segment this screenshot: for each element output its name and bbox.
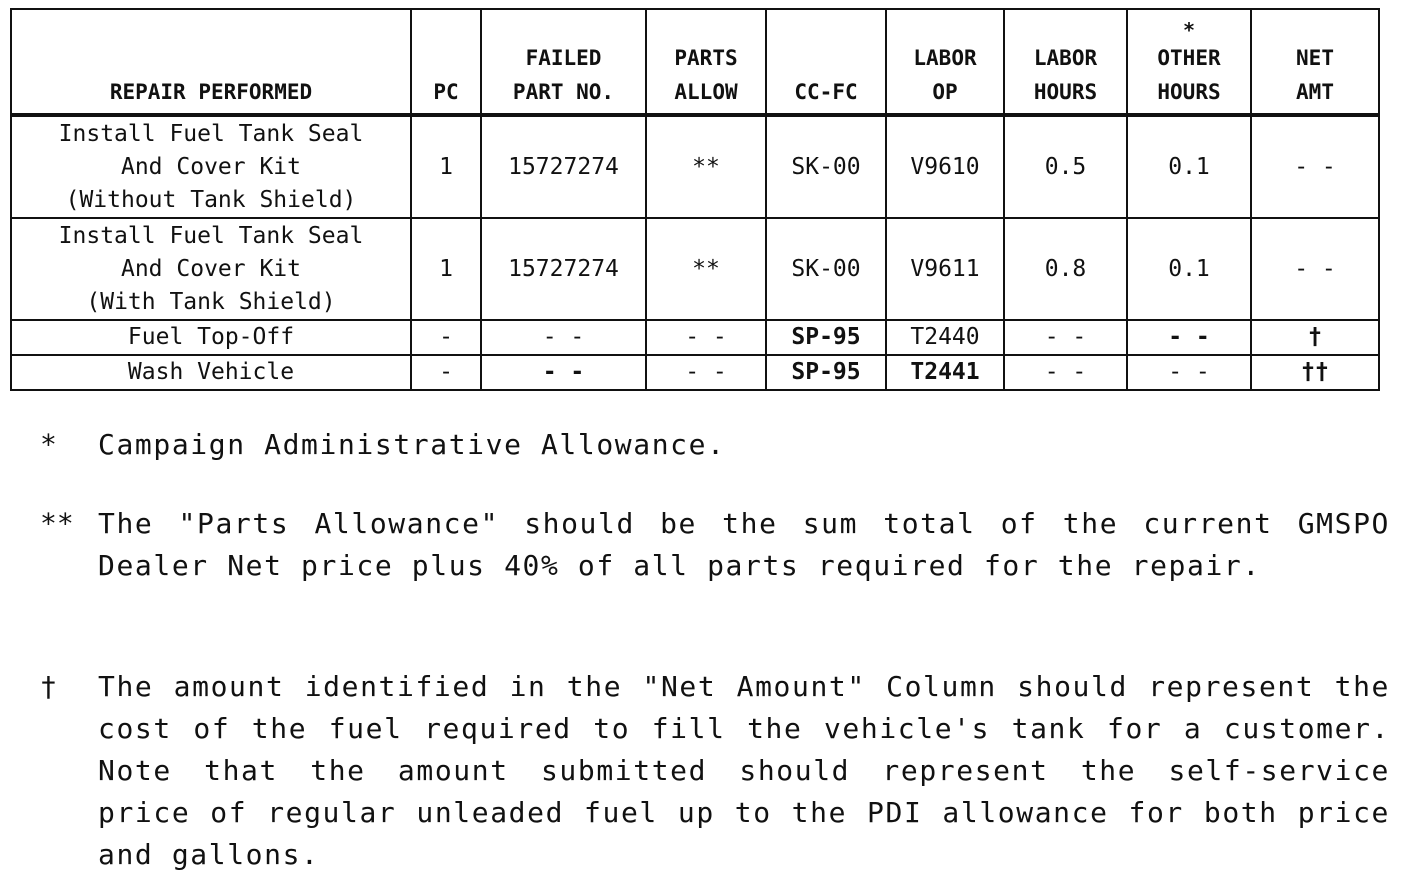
table-row bbox=[11, 355, 1379, 390]
cell-parts-allow: ** bbox=[646, 115, 766, 218]
header-parts-allow: PARTS ALLOW bbox=[646, 9, 766, 115]
table-row bbox=[11, 115, 1379, 218]
cell-failed-part-no: - - bbox=[481, 355, 646, 390]
header-repair-performed: REPAIR PERFORMED bbox=[11, 9, 411, 115]
cell-other-hours: 0.1 bbox=[1127, 218, 1251, 320]
header-labor-hours: LABOR HOURS bbox=[1004, 9, 1127, 115]
footnote-marker: * bbox=[40, 428, 57, 461]
header-net-amt: NET AMT bbox=[1251, 9, 1379, 115]
header-other-hours: * OTHER HOURS bbox=[1127, 9, 1251, 115]
cell-repair-performed: Wash Vehicle bbox=[11, 355, 411, 390]
cell-pc: - bbox=[411, 320, 481, 355]
footnote-text: The amount identified in the "Net Amount" Column should represent the cost of the fuel required to fill the vehicle's tank for a customer. Note that the amount submitted should represent the self-service price of regular unleaded fuel up to the PDI allowance for both price and gallons. bbox=[98, 670, 1390, 871]
footnote-marker: ** bbox=[40, 507, 74, 540]
header-pc: PC bbox=[411, 9, 481, 115]
footnote-net-amount bbox=[40, 666, 1390, 876]
cell-other-hours: 0.1 bbox=[1127, 115, 1251, 218]
footnote-parts-allowance bbox=[40, 503, 1390, 587]
cell-parts-allow: ** bbox=[646, 218, 766, 320]
cell-labor-hours: - - bbox=[1004, 355, 1127, 390]
cell-labor-hours: 0.5 bbox=[1004, 115, 1127, 218]
cell-labor-hours: 0.8 bbox=[1004, 218, 1127, 320]
header-cc-fc: CC-FC bbox=[766, 9, 886, 115]
cell-cc-fc: SK-00 bbox=[766, 115, 886, 218]
footnote-marker: † bbox=[40, 670, 57, 703]
cell-parts-allow: - - bbox=[646, 355, 766, 390]
table-header-row bbox=[11, 9, 1379, 115]
cell-net-amt: - - bbox=[1251, 115, 1379, 218]
cell-net-amt: †† bbox=[1251, 355, 1379, 390]
cell-failed-part-no: 15727274 bbox=[481, 218, 646, 320]
footnote-text: Campaign Administrative Allowance. bbox=[98, 428, 726, 461]
footnote-text: The "Parts Allowance" should be the sum total of the current GMSPO Dealer Net price plus 40% of all parts required for the repair. bbox=[98, 507, 1390, 582]
cell-net-amt: - - bbox=[1251, 218, 1379, 320]
cell-repair-performed: Install Fuel Tank Seal And Cover Kit (With Tank Shield) bbox=[11, 218, 411, 320]
cell-other-hours: - - bbox=[1127, 320, 1251, 355]
cell-labor-op: V9611 bbox=[886, 218, 1004, 320]
cell-parts-allow: - - bbox=[646, 320, 766, 355]
cell-cc-fc: SP-95 bbox=[766, 320, 886, 355]
cell-labor-op: T2441 bbox=[886, 355, 1004, 390]
cell-labor-op: T2440 bbox=[886, 320, 1004, 355]
cell-other-hours: - - bbox=[1127, 355, 1251, 390]
cell-failed-part-no: 15727274 bbox=[481, 115, 646, 218]
cell-pc: - bbox=[411, 355, 481, 390]
header-asterisk-marker: * bbox=[1182, 18, 1196, 42]
cell-labor-hours: - - bbox=[1004, 320, 1127, 355]
header-failed-part-no: FAILED PART NO. bbox=[481, 9, 646, 115]
cell-failed-part-no: - - bbox=[481, 320, 646, 355]
cell-net-amt: † bbox=[1251, 320, 1379, 355]
header-labor-op: LABOR OP bbox=[886, 9, 1004, 115]
cell-repair-performed: Fuel Top-Off bbox=[11, 320, 411, 355]
repair-table bbox=[10, 8, 1380, 391]
cell-repair-performed: Install Fuel Tank Seal And Cover Kit (Without Tank Shield) bbox=[11, 115, 411, 218]
footnote-campaign-allowance bbox=[40, 424, 1390, 466]
table-row bbox=[11, 218, 1379, 320]
cell-cc-fc: SK-00 bbox=[766, 218, 886, 320]
table-row bbox=[11, 320, 1379, 355]
cell-pc: 1 bbox=[411, 115, 481, 218]
cell-pc: 1 bbox=[411, 218, 481, 320]
cell-cc-fc: SP-95 bbox=[766, 355, 886, 390]
cell-labor-op: V9610 bbox=[886, 115, 1004, 218]
